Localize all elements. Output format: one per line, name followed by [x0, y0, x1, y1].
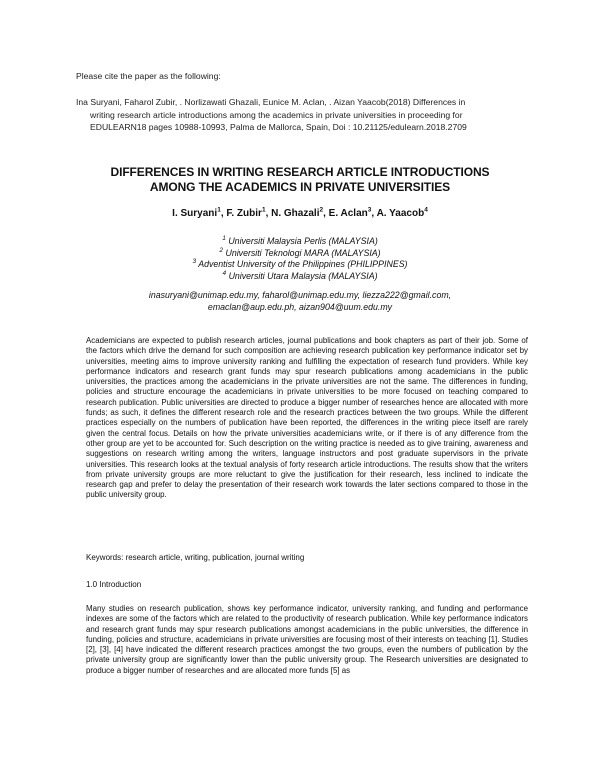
emails-line-1: inasuryani@unimap.edu.my, faharol@unimap.edu.my, liezza222@gmail.com,: [148, 290, 452, 300]
keywords: Keywords: research article, writing, publication, journal writing: [86, 553, 305, 562]
affiliation-list: [70, 236, 530, 282]
title-line-1: DIFFERENCES IN WRITING RESEARCH ARTICLE INTRODUCTIONS: [110, 165, 490, 179]
affiliation: $^2$ Universiti Teknologi MARA (MALAYSIA): [219, 246, 381, 258]
author: A. Yaacob$^4$: [376, 206, 428, 219]
affiliation: $^4$ Universiti Utara Malaysia (MALAYSIA): [222, 269, 378, 281]
affiliation: $^3$ Adventist University of the Philippines (PHILIPPINES): [192, 258, 408, 270]
emails-line-2: emaclan@aup.edu.ph, aizan904@uum.edu.my: [207, 302, 393, 312]
citation-line-1: Ina Suryani, Faharol Zubir, . Norlizawati Ghazali, Eunice M. Aclan, . Aizan Yaacob(2018) Differences in: [76, 97, 466, 107]
author: E. Aclan$^3$,: [328, 206, 377, 219]
affiliation: $^1$ Universiti Malaysia Perlis (MALAYSIA): [222, 235, 378, 246]
paper-title: [70, 165, 530, 195]
citation-line-2: writing research article introductions among the academics in private universities in proceeding for: [90, 109, 463, 120]
author: N. Ghazali$^2$,: [271, 206, 329, 219]
title-line-2: AMONG THE ACADEMICS IN PRIVATE UNIVERSITIES: [149, 180, 451, 194]
intro-paragraph: Many studies on research publication, shows key performance indicator, university ranking, and funding and performance indexes are some of the factors which are related to the productivity of research publication. While key performance indicators and research grant funds may spur research publications amongst academicians in the public universities, the difference in funding, policies and structure, academicians in private universities are focusing most of their interests on teaching [1]. Studies [2], [3], [4] have indicated the different research practices amongst the two groups, even the numbers of publication by the private university group are significantly lower than the public university group. The Research universities are designated to produce a bigger number of researches and are allocated more funds [5] as: [86, 604, 528, 675]
author: I. Suryani$^1$,: [172, 206, 227, 219]
author-list: [70, 208, 530, 219]
email-list: [70, 289, 530, 313]
author: F. Zubir$^1$,: [226, 206, 272, 219]
citation-reference: [76, 96, 536, 134]
abstract: Academicians are expected to publish research articles, journal publications and book chapters as part of their job. Some of the factors which drive the demand for such composition are achieving research publication key performance indicator set by universities, meeting aims to improve university ranking and fulfilling the expectation of research fund providers. While key performance indicators and research grant funds may spur research publications among academicians in the public universities, the practices among the academicians in the private universities are not the same. The differences in funding, policies and structure encourage the academicians in private universities to be more focused on teaching compared to research publication. Public universities are directed to produce a bigger number of researches hence are allocated with more funds; as such, it defines the different research role and the research practices between the two groups. While the different practices especially on the numbers of publication have been reported, the differences in the writing piece itself are rarely given the central focus. Details on how the private universities academicians write, or if there is of any difference from the other group are yet to be accounted for. Such description on the writing practice is needed as to give training, awareness and suggestions on research writing among the writers, language instructors and post graduate supervisors in the private universities. This research looks at the textual analysis of forty research article introductions. The results show that the writers from private university groups are more reluctant to give the justification for their research, less inclined to indicate the research gap and prefer to delay the presentation of their research work towards the later sections compared to those in the public university group.: [86, 336, 528, 500]
citation-intro: Please cite the paper as the following:: [76, 71, 221, 81]
section-heading: 1.0 Introduction: [86, 580, 142, 589]
citation-line-3: EDULEARN18 pages 10988-10993, Palma de Mallorca, Spain, Doi : 10.21125/edulearn.2018.2709: [90, 122, 467, 133]
